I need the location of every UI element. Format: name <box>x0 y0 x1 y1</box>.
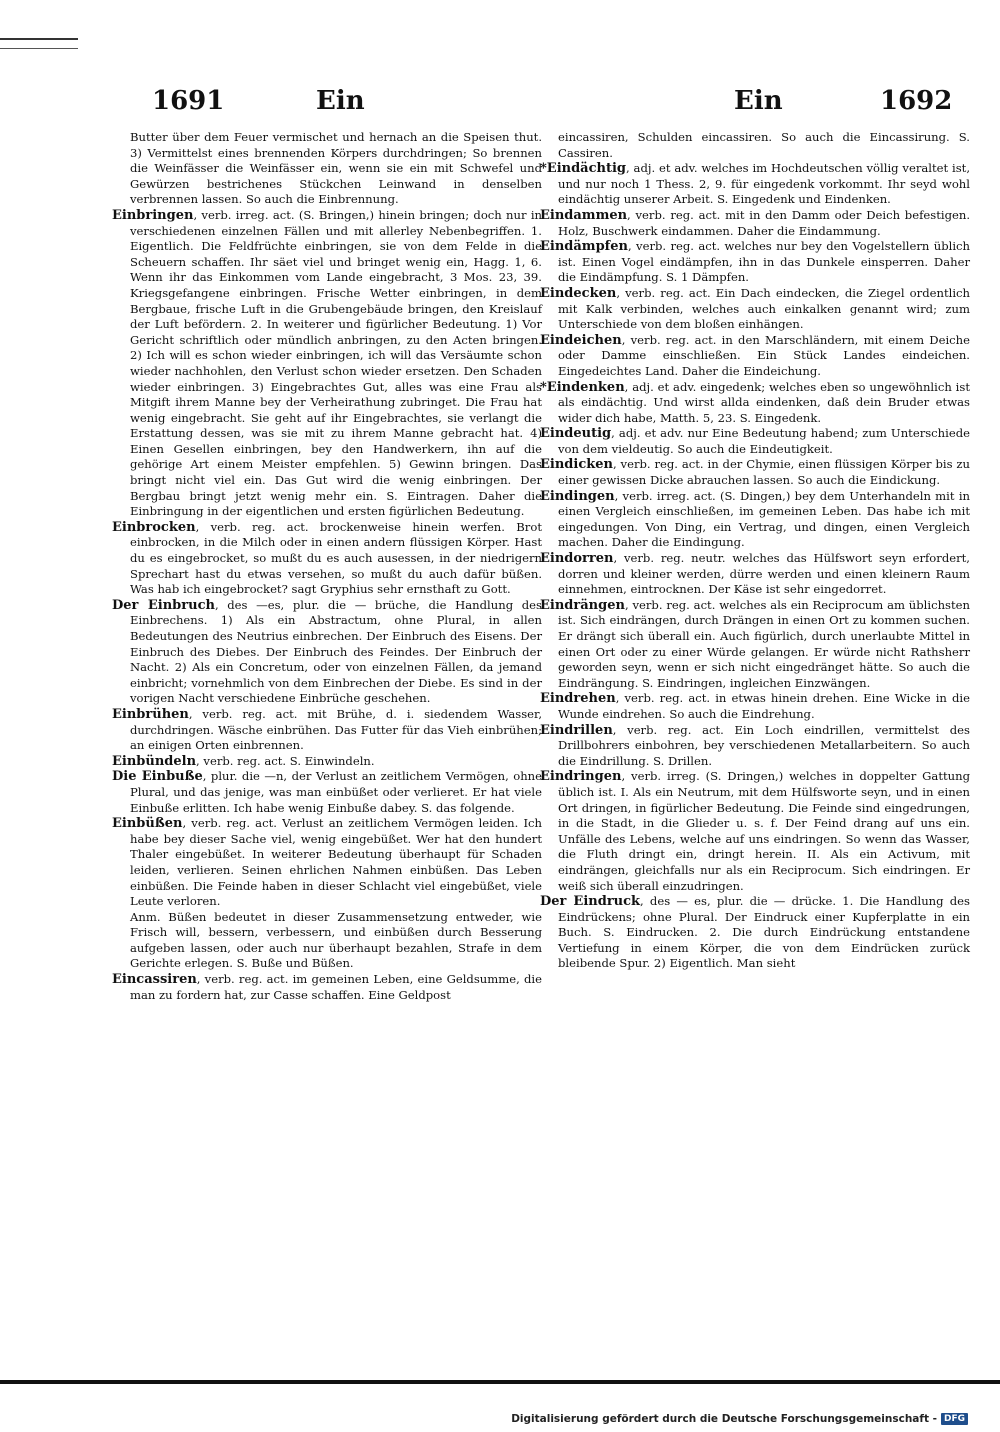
entry-headword: Eindämpfen <box>540 239 628 255</box>
entry-text: Butter über dem Feuer vermischet und hernach an die Speisen thut. 3) Vermittelst eines brennenden Körpers durchdringen; So brennen die Weinfässer die Weinfässer ein, wenn sie ein mit Schwefel und Gewürzen bestrichenes Stückchen Leinwand in denselben verbrennen lassen. So auch die Einbrennung. <box>130 130 542 207</box>
dictionary-entry <box>540 208 970 239</box>
entry-text: , des — es, plur. die — drücke. 1. Die Handlung des Eindrückens; ohne Plural. Der Eindruck einer Kupferplatte in ein Buch. S. Eindrucken. 2. Die durch Eindrückung entstandene Vertiefung in einem Körper, die von dem Eindrücken zurück bleibende Spur. 2) Eigentlich. Man sieht <box>558 894 970 971</box>
entry-continuation <box>112 130 542 208</box>
entry-text: , verb. irreg. act. (S. Bringen,) hinein bringen; doch nur in verschiedenen einzelnen Fällen und mit allerley Nebenbegriffen. 1. Eigentlich. Die Feldfrüchte einbringen, sie von dem Felde in die Scheuern schaffen. Ihr säet viel und bringet wenig ein, Hagg. 1, 6. Wenn ihr das Einkommen vom Lande eingebracht, 3 Mos. 23, 39. Kriegsgefangene einbringen. Frische Wetter einbringen, in dem Bergbaue, frische Luft in die Grubengebäude bringen, den Kreislauf der Luft befördern. 2. In weiterer und figürlicher Bedeutung. 1) Vor Gericht schriftlich oder mündlich anbringen, zu den Acten bringen. 2) Ich will es schon wieder einbringen, ich will das Versäumte schon wieder nachhohlen, den Verlust schon wieder ersetzen. Den Schaden wieder einbringen. 3) Eingebrachtes Gut, alles was eine Frau als Mitgift ihrem Manne bey der Verheirathung zubringet. Die Frau hat wenig eingebracht. Sie geht auf ihr Eingebrachtes, sie verlangt die Erstattung dessen, was sie mit zu ihrem Manne gebracht hat. 4) Einen Gesellen einbringen, bey den Handwerkern, ihn auf die gehörige Art einem Meister empfehlen. 5) Gewinn bringen. Das bringt nicht viel ein. Das Gut wird die wenig einbringen. Der Bergbau bringt jetzt wenig mehr ein. S. Eintragen. Daher die Einbringung in der eigentlichen und ersten figürlichen Bedeutung. <box>130 207 542 519</box>
entry-headword: Der Einbruch <box>112 597 215 613</box>
entry-text: , verb. reg. act. Ein Loch eindrillen, vermittelst des Drillbohrers einbohren, bey verschiedenen Metallarbeitern. So auch die Eindrillung. S. Drillen. <box>558 722 970 768</box>
entry-headword: *Eindenken <box>540 379 625 395</box>
dictionary-entry <box>540 723 970 770</box>
entry-continuation <box>540 130 970 161</box>
dictionary-entry <box>540 380 970 427</box>
dictionary-entry <box>112 769 542 816</box>
entry-headword: Eindingen <box>540 488 615 504</box>
dictionary-entry <box>112 972 542 1003</box>
dictionary-entry <box>540 286 970 333</box>
dictionary-entry <box>112 598 542 707</box>
entry-headword: Eindeutig <box>540 426 612 442</box>
entry-headword: Einbrocken <box>112 519 196 535</box>
entry-text: , verb. reg. act. im gemeinen Leben, eine Geldsumme, die man zu fordern hat, zur Casse schaffen. Eine Geldpost <box>130 972 542 1002</box>
entry-text: , verb. reg. act. Verlust an zeitlichem Vermögen leiden. Ich habe bey dieser Sache viel, wenig eingebüßet. Wer hat den hundert Thaler eingebüßet. In weiterer Bedeutung überhaupt für Schaden leiden, verlieren. Seinen ehrlichen Nahmen einbüßen. Das Leben einbüßen. Die Feinde haben in dieser Schlacht viel eingebüßet, viele Leute verloren. <box>130 816 542 909</box>
left-page-number: 1691 <box>152 86 225 116</box>
dfg-logo: DFG <box>941 1413 968 1425</box>
dictionary-entry <box>540 691 970 722</box>
entry-headword: Einbündeln <box>112 753 197 769</box>
entry-text: , verb. reg. act. in etwas hinein drehen. Eine Wicke in die Wunde eindrehen. So auch die Eindrehung. <box>558 691 970 721</box>
dictionary-entry <box>540 161 970 208</box>
bottom-rule <box>0 1380 1000 1384</box>
entry-headword: Eincassiren <box>112 972 197 988</box>
entry-text: , verb. reg. act. brockenweise hinein werfen. Brot einbrocken, in die Milch oder in einen andern flüssigen Körper. Hast du es eingebrocket, so mußt du es auch ausessen, in der niedrigern Sprechart hast du etwas versehen, so mußt du auch dafür büßen. Was hab ich eingebrocket? sagt Gryphius sehr ernsthaft zu Gott. <box>130 519 542 597</box>
entry-text: , verb. reg. act. Ein Dach eindecken, die Ziegel ordentlich mit Kalk verbinden, welches auch einkalken genannt wird; zum Unterschiede von dem bloßen einhängen. <box>558 285 970 332</box>
dictionary-entry <box>540 551 970 598</box>
dictionary-entry <box>540 457 970 488</box>
entry-text: , verb. reg. act. mit Brühe, d. i. siedendem Wasser, durchdringen. Wäsche einbrühen. Das Futter für das Vieh einbrühen; an einigen Orten einbrennen. <box>130 706 542 753</box>
entry-text: , plur. die —n, der Verlust an zeitlichem Vermögen, ohne Plural, und das jenige, was man einbüßet oder verlieret. Er hat viele Einbuße erlitten. Ich habe wenig Einbuße dabey. S. das folgende. <box>130 769 542 815</box>
dictionary-entry <box>540 894 970 972</box>
entry-text: , verb. reg. act. welches als ein Reciprocum am üblichsten ist. Sich eindrängen, durch Drängen in einen Ort zu kommen suchen. Er drängt sich überall ein. Auch figürlich, durch unerlaubte Mittel in einen Ort oder zu einer Würde gelangen. Er würde nicht Rathsherr geworden seyn, wenn er sich nicht eingedränget hätte. So auch die Eindrängung. S. Eindringen, ingleichen Einzwängen. <box>558 597 970 690</box>
entry-headword: Die Einbuße <box>112 769 203 785</box>
entry-headword: Der Eindruck <box>540 894 641 910</box>
entry-text: , verb. irreg. act. (S. Dingen,) bey dem Unterhandeln mit in einen Vergleich einschließen, im gemeinen Leben. Das habe ich mit eingedungen. Von Ding, ein Vertrag, und dingen, einen Vergleich machen. Daher die Eindingung. <box>558 488 970 550</box>
scan-edge-mark <box>0 48 78 49</box>
funding-credit: Digitalisierung gefördert durch die Deutsche Forschungsgemeinschaft - <box>511 1413 937 1425</box>
dictionary-entry <box>112 816 542 910</box>
dictionary-entry <box>540 426 970 457</box>
dictionary-entry <box>540 598 970 692</box>
entry-text: , verb. reg. act. in der Chymie, einen flüssigen Körper bis zu einer gewissen Dicke abrauchen lassen. So auch die Eindickung. <box>558 457 970 488</box>
entry-text: , verb. reg. neutr. welches das Hülfswort seyn erfordert, dorren und kleiner werden, dürre werden und einen kleinern Raum einnehmen, eintrocknen. Der Käse ist sehr eingedorret. <box>558 551 970 597</box>
left-running-head: Ein <box>316 86 365 116</box>
dictionary-entry <box>112 520 542 598</box>
entry-headword: Einbüßen <box>112 816 183 832</box>
dictionary-entry <box>540 333 970 380</box>
dictionary-entry <box>540 489 970 551</box>
entry-headword: Eindorren <box>540 551 614 567</box>
entry-text: , verb. irreg. (S. Dringen,) welches in doppelter Gattung üblich ist. I. Als ein Neutrum, mit dem Hülfsworte seyn, und in einen Ort dringen, in figürlicher Bedeutung. Die Feinde sind eingedrungen, in die Stadt, in die Glieder u. s. f. Der Feind drang auf uns ein. Unfälle des Lebens, welche auf uns eindringen. So wenn das Wasser, die Fluth dringt ein, dringt herein. II. Als ein Activum, mit eindrängen, gleichfalls nur als ein Reciprocum. Sich eindringen. Er weiß sich überall einzudringen. <box>558 769 970 893</box>
entry-text: , verb. reg. act. in den Marschländern, mit einem Deiche oder Damme einschließen. Ein Stück Landes eindeichen. Eingedeichtes Land. Daher die Eindeichung. <box>558 332 970 378</box>
entry-headword: Eindringen <box>540 769 622 785</box>
entry-text: , verb. reg. act. welches nur bey den Vogelstellern üblich ist. Einen Vogel eindämpfen, ihn in das Dunkele einsperren. Daher die Eindämpfung. S. 1 Dämpfen. <box>558 239 970 285</box>
right-running-head: Ein <box>734 86 783 116</box>
footer <box>511 1413 968 1425</box>
entry-headword: Eindrängen <box>540 597 625 613</box>
entry-headword: *Eindächtig <box>540 161 627 177</box>
dictionary-entry <box>540 769 970 894</box>
entry-headword: Einbrühen <box>112 706 189 722</box>
dictionary-entry <box>112 754 542 770</box>
entry-headword: Eindammen <box>540 207 628 223</box>
entry-headword: Eindecken <box>540 285 617 301</box>
entry-headword: Eindrehen <box>540 691 616 707</box>
entry-headword: Eindrillen <box>540 722 613 738</box>
entry-text: , adj. et adv. eingedenk; welches eben so ungewöhnlich ist als eindächtig. Und wirst allda eindenken, daß dein Bruder etwas wider dich habe, Matth. 5, 23. S. Eingedenk. <box>558 379 970 425</box>
entry-text: , adj. et adv. nur Eine Bedeutung habend; zum Unterschiede von dem vieldeutig. So auch die Eindeutigkeit. <box>558 426 970 456</box>
entry-text: , adj. et adv. welches im Hochdeutschen völlig veraltet ist, und nur noch 1 Thess. 2, 9. für eingedenk vorkommt. Ihr seyd wohl eindächtig unserer Arbeit. S. Eingedenk und Eindenken. <box>558 161 970 207</box>
entry-text: , verb. reg. act. mit in den Damm oder Deich befestigen. Holz, Buschwerk eindammen. Daher die Eindammung. <box>558 207 970 238</box>
dictionary-entry <box>112 208 542 520</box>
entry-headword: Eindicken <box>540 457 613 473</box>
entry-text: , des —es, plur. die — brüche, die Handlung des Einbrechens. 1) Als ein Abstractum, ohne Plural, in allen Bedeutungen des Neutrius einbrechen. Der Einbruch des Eisens. Der Einbruch des Diebes. Der Einbruch des Feindes. Der Einbruch der Nacht. 2) Als ein Concretum, oder von einzelnen Fällen, da jemand einbricht; vornehmlich von dem Einbrechen der Diebe. Es sind in der vorigen Nacht verschiedene Einbrüche geschehen. <box>130 597 542 706</box>
entry-text: Anm. Büßen bedeutet in dieser Zusammensetzung entweder, wie Frisch will, bessern, verbessern, und einbüßen durch Besserung aufgeben lassen, oder auch nur überhaupt bezahlen, Strafe in dem Gerichte erlegen. S. Buße und Büßen. <box>130 909 542 971</box>
entry-text: , verb. reg. act. S. Einwindeln. <box>196 753 375 768</box>
left-column <box>112 130 542 1003</box>
entry-headword: Eindeichen <box>540 332 622 348</box>
entry-text: eincassiren, Schulden eincassiren. So auch die Eincassirung. S. Cassiren. <box>558 130 970 160</box>
dictionary-entry <box>112 707 542 754</box>
right-column <box>540 130 970 972</box>
entry-continuation <box>112 910 542 972</box>
dictionary-entry <box>540 239 970 286</box>
right-page-number: 1692 <box>880 86 953 116</box>
entry-headword: Einbringen <box>112 207 194 223</box>
scan-edge-mark <box>0 38 78 40</box>
